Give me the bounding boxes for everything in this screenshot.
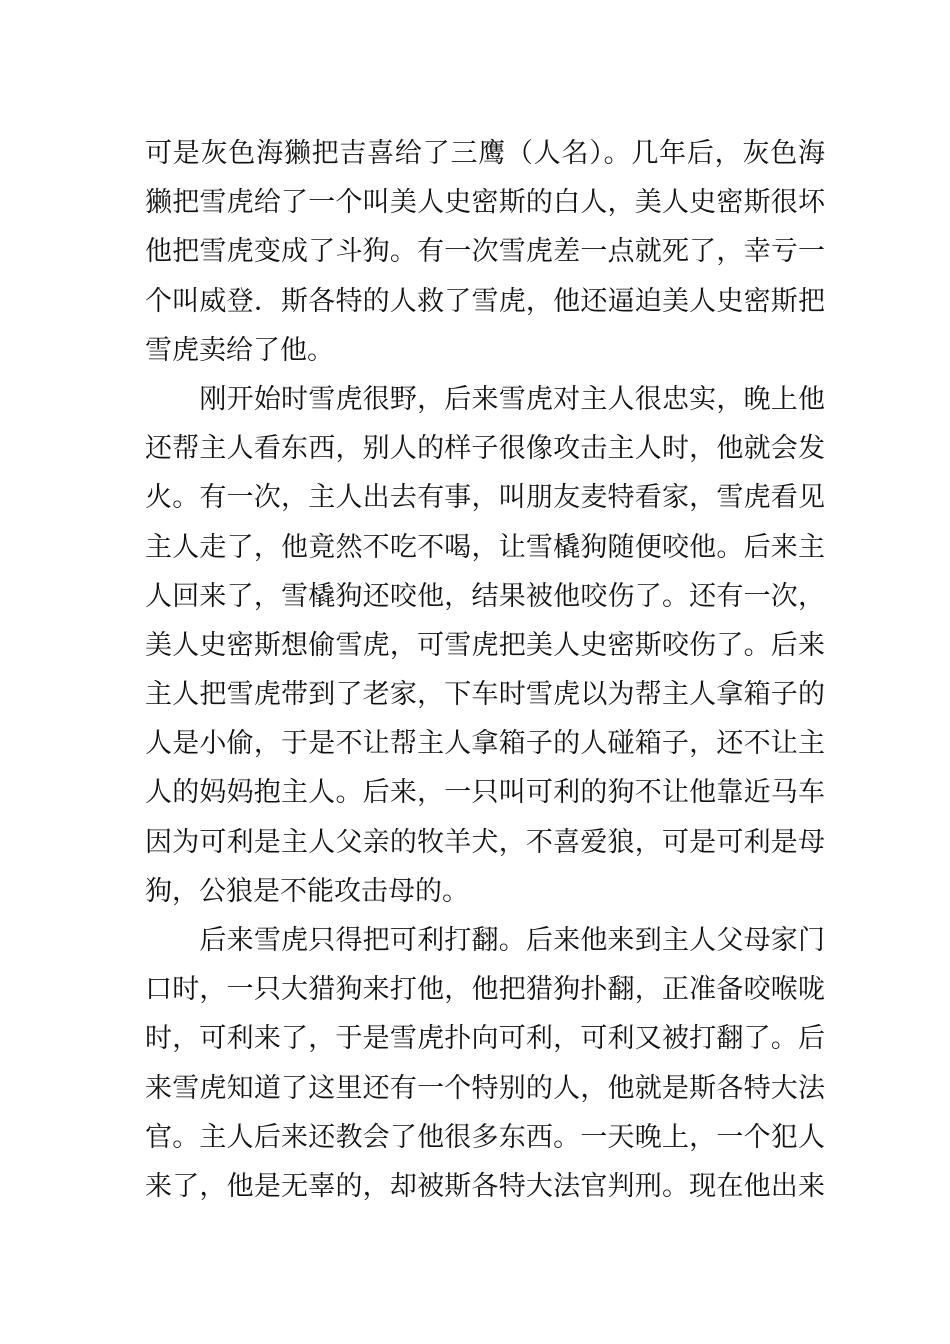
text-line: 时，可利来了，于是雪虎扑向可利，可利又被打翻了。后 bbox=[145, 1023, 825, 1055]
text-line: 口时，一只大猎狗来打他，他把猎狗扑翻，正准备咬喉咙 bbox=[145, 974, 825, 1006]
text-line: 人的妈妈抱主人。后来，一只叫可利的狗不让他靠近马车 bbox=[145, 777, 825, 809]
text-line: 主人把雪虎带到了老家，下车时雪虎以为帮主人拿箱子的 bbox=[145, 679, 825, 711]
body-text bbox=[145, 129, 825, 1211]
text-line: 火。有一次，主人出去有事，叫朋友麦特看家，雪虎看见 bbox=[145, 482, 825, 514]
text-line: 雪虎卖给了他。 bbox=[145, 334, 334, 366]
text-line: 人回来了，雪橇狗还咬他，结果被他咬伤了。还有一次， bbox=[145, 580, 825, 612]
text-line: 人是小偷，于是不让帮主人拿箱子的人碰箱子，还不让主 bbox=[145, 728, 825, 760]
text-line: 后来雪虎只得把可利打翻。后来他来到主人父母家门 bbox=[145, 925, 825, 956]
text-line: 可是灰色海獭把吉喜给了三鹰（人名）。几年后，灰色海 bbox=[145, 138, 825, 169]
text-line: 狗，公狼是不能攻击母的。 bbox=[145, 875, 469, 907]
text-line: 獭把雪虎给了一个叫美人史密斯的白人，美人史密斯很坏 bbox=[145, 187, 825, 219]
text-line: 来雪虎知道了这里还有一个特别的人，他就是斯各特大法 bbox=[145, 1072, 825, 1104]
text-line: 主人走了，他竟然不吃不喝，让雪橇狗随便咬他。后来主 bbox=[145, 531, 825, 563]
text-line: 还帮主人看东西，别人的样子很像攻击主人时，他就会发 bbox=[145, 433, 825, 465]
text-line: 来了，他是无辜的，却被斯各特大法官判刑。现在他出来 bbox=[145, 1170, 825, 1202]
text-line: 官。主人后来还教会了他很多东西。一天晚上，一个犯人 bbox=[145, 1121, 825, 1153]
text-line: 他把雪虎变成了斗狗。有一次雪虎差一点就死了，幸亏一 bbox=[145, 236, 825, 268]
text-line: 刚开始时雪虎很野，后来雪虎对主人很忠实，晚上他 bbox=[145, 383, 825, 415]
text-line: 个叫威登．斯各特的人救了雪虎，他还逼迫美人史密斯把 bbox=[145, 285, 825, 317]
text-line: 美人史密斯想偷雪虎，可雪虎把美人史密斯咬伤了。后来 bbox=[145, 629, 825, 661]
text-line: 因为可利是主人父亲的牧羊犬，不喜爱狼，可是可利是母 bbox=[145, 826, 825, 858]
